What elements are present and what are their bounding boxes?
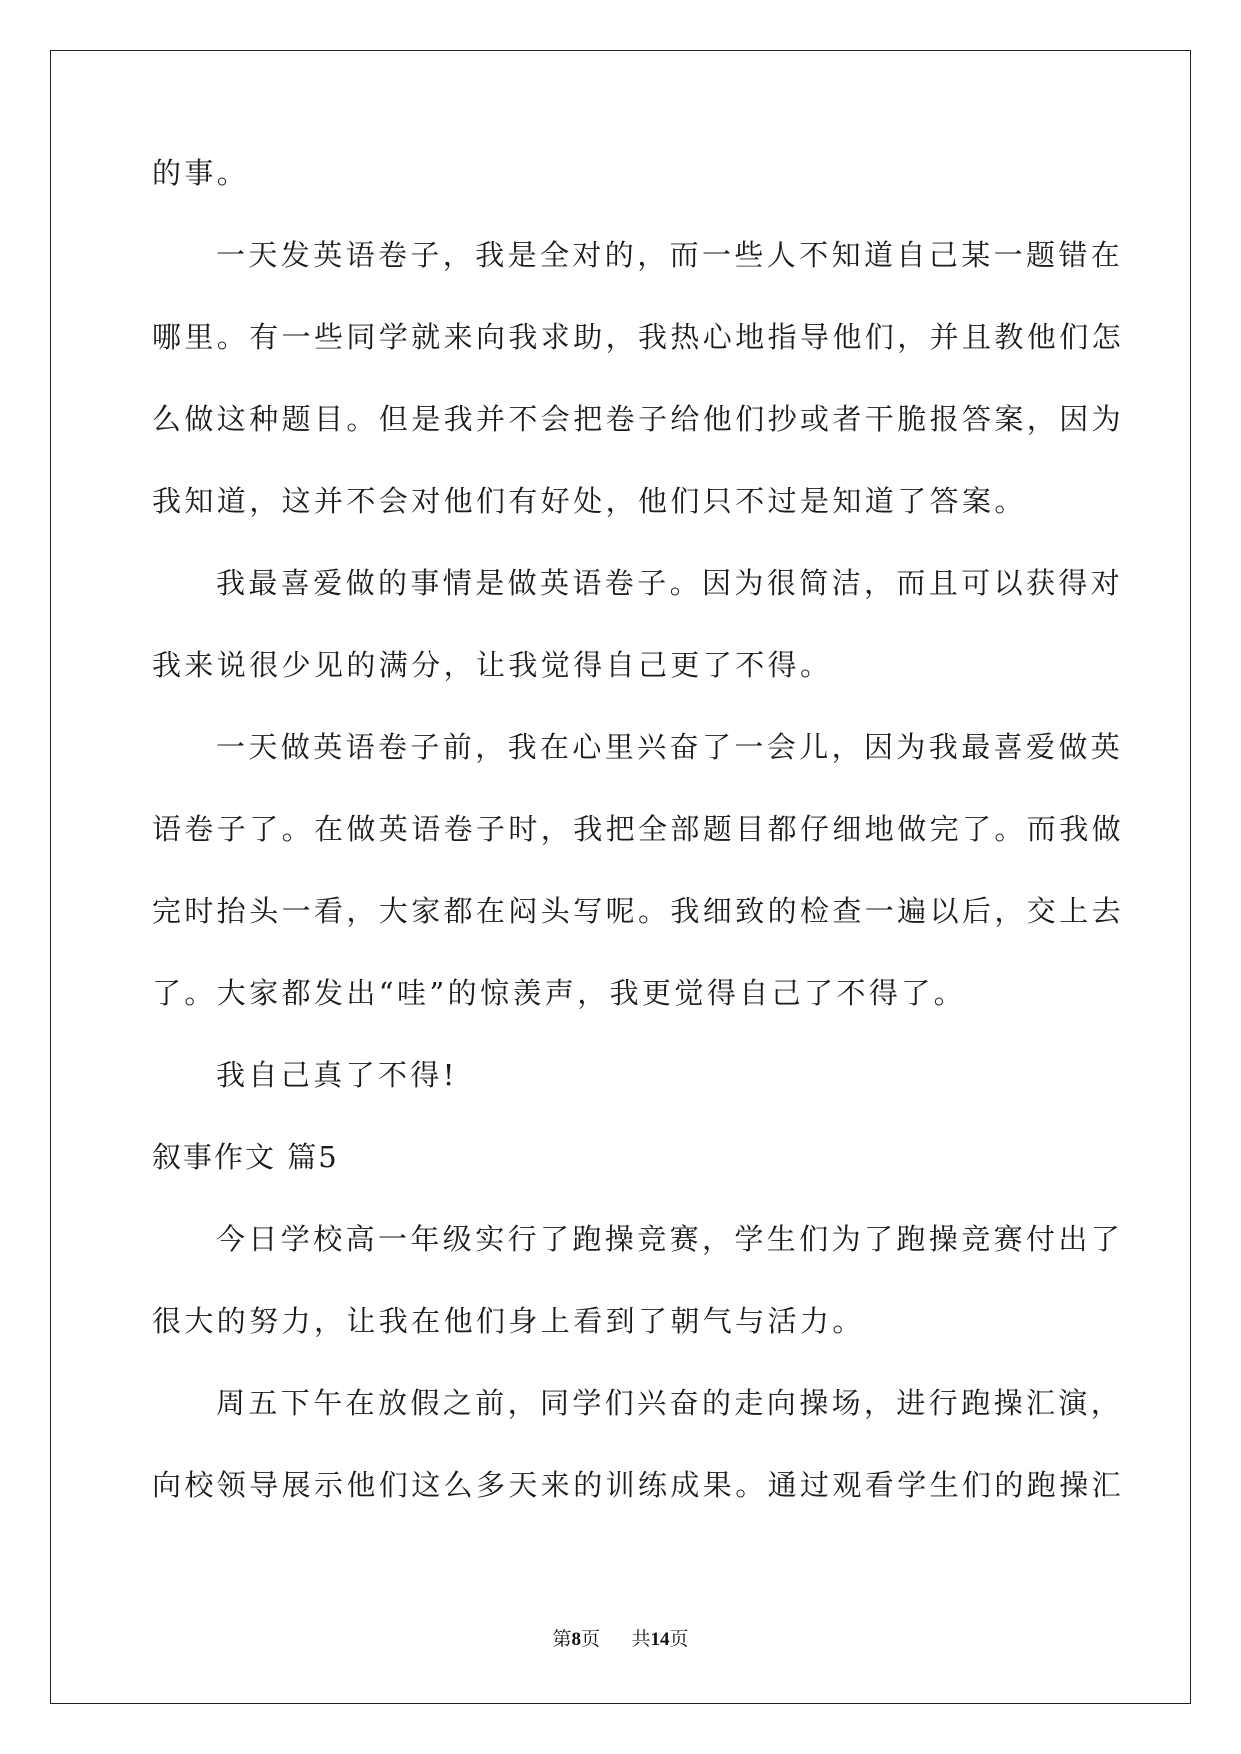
text-line: 的事。	[152, 156, 250, 190]
paragraph-start: 今日学校高一年级实行了跑操竞赛，学生们为了跑操竞赛付出了	[216, 1222, 1124, 1256]
page-footer	[0, 1624, 1241, 1651]
paragraph-start: 一天做英语卷子前，我在心里兴奋了一会儿，因为我最喜爱做英	[216, 730, 1124, 764]
text-line: 语卷子了。在做英语卷子时，我把全部题目都仔细地做完了。而我做	[152, 812, 1125, 846]
total-pages: 14	[650, 1629, 670, 1650]
total-prefix: 共	[631, 1629, 651, 1650]
text-line: 了。大家都发出“哇”的惊羡声，我更觉得自己了不得了。	[152, 976, 967, 1010]
page-suffix: 页	[580, 1629, 600, 1650]
document-body	[152, 155, 1125, 1549]
text-line: 完时抬头一看，大家都在闷头写呢。我细致的检查一遍以后，交上去	[152, 894, 1125, 928]
text-line: 向校领导展示他们这么多天来的训练成果。通过观看学生们的跑操汇	[152, 1468, 1125, 1502]
text-line: 哪里。有一些同学就来向我求助，我热心地指导他们，并且教他们怎	[152, 320, 1125, 354]
page-prefix: 第	[552, 1629, 572, 1650]
page-number: 8	[571, 1629, 581, 1650]
paragraph-start: 我自己真了不得!	[216, 1058, 458, 1092]
text-line: 我来说很少见的满分，让我觉得自己更了不得。	[152, 648, 833, 682]
paragraph-start: 周五下午在放假之前，同学们兴奋的走向操场，进行跑操汇演，	[216, 1386, 1124, 1420]
text-line: 么做这种题目。但是我并不会把卷子给他们抄或者干脆报答案，因为	[152, 402, 1125, 436]
section-heading: 叙事作文 篇5	[152, 1140, 339, 1174]
paragraph-start: 我最喜爱做的事情是做英语卷子。因为很简洁，而且可以获得对	[216, 566, 1124, 600]
text-line: 很大的努力，让我在他们身上看到了朝气与活力。	[152, 1304, 865, 1338]
paragraph-start: 一天发英语卷子，我是全对的，而一些人不知道自己某一题错在	[216, 238, 1124, 272]
total-suffix: 页	[669, 1629, 689, 1650]
text-line: 我知道，这并不会对他们有好处，他们只不过是知道了答案。	[152, 484, 1027, 518]
